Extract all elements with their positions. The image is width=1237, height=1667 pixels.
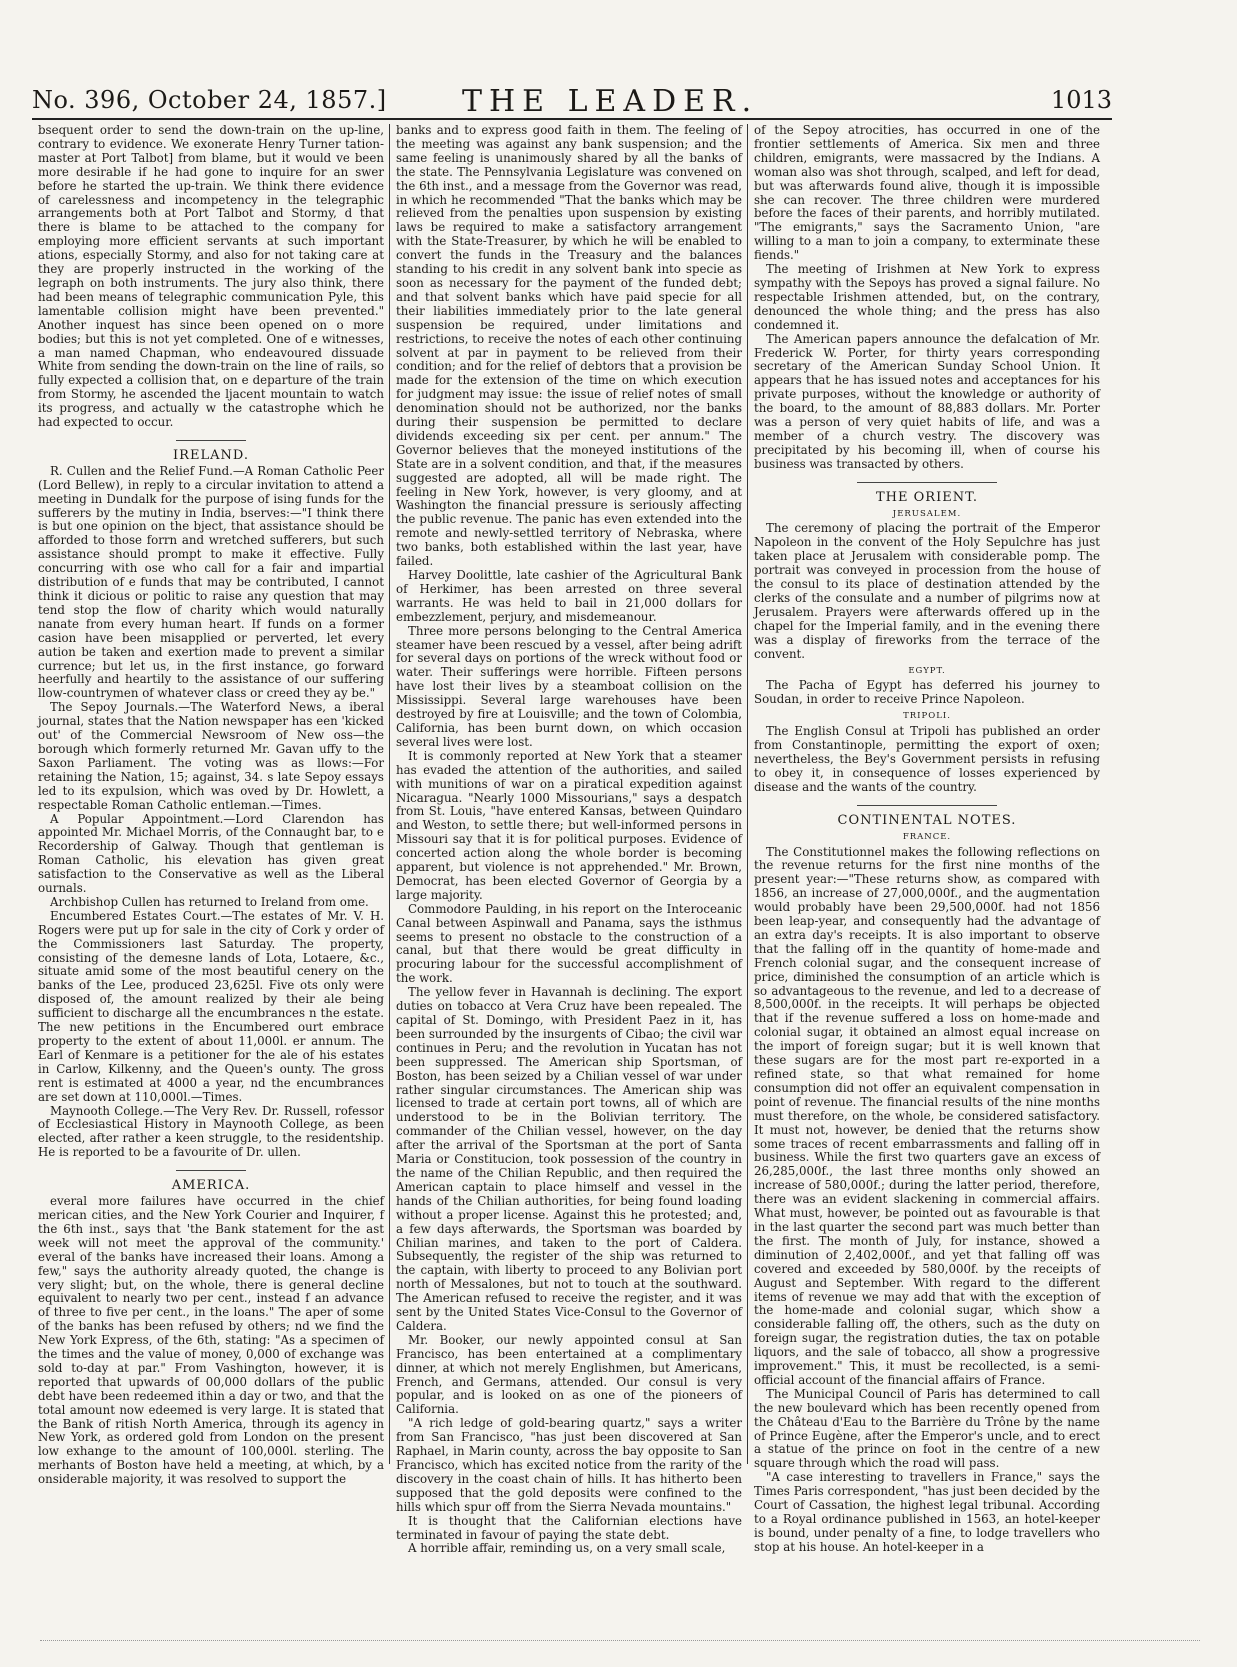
section-rule (176, 440, 246, 441)
paragraph: bsequent order to send the down-train on the up-line, contrary to evidence. We exonerate Henry Turner tation-master at Port Talbot] from blame, but it would ve been more desirable if he had gone to inquire for an swer before he started the up-train. We think there evidence of carelessness and incompetency in the telegraphic arrangements both at Port Talbot and Stormy, d that there is blame to be attached to the company for employing more efficient servants at such important ations, especially Stormy, and also for not taking care at they are properly instructed in the working of the legraph on both instruments. The jury also think, there had been means of telegraphic communication Pyle, this lamentable collision might have been prevented." Another inquest has since been opened on o more bodies; but this is not yet completed. One of e witnesses, a man named Chapman, who endeavoured dissuade White from sending the down-train on the line of rails, so fully expected a collision that, on e departure of the train from Stormy, he ascended the ljacent mountain to watch its progress, and actually w the catastrophe which he had expected to occur. (38, 123, 384, 430)
subheading-tripoli: TRIPOLI. (903, 711, 951, 722)
paragraph: The yellow fever in Havannah is declining. The export duties on tobacco at Vera Cruz have been repealed. The capital of St. Domingo, with President Paez in it, has been surrounded by the insurgents of Cibao; the civil war continues in Peru; and the revolution in Yucatan has not been suppressed. The American ship Sportsman, of Boston, has been seized by a Chilian vessel of war under rather singular circumstances. The American ship was licensed to trade at certain port towns, all of which are understood to be in the Bolivian territory. The commander of the Chilian vessel, however, on the day after the arrival of the Sportsman at the port of Santa Maria or Constitucion, took possession of the country in the name of the Chilian Republic, and then required the American captain to place himself and vessel in the hands of the Chilian authorities, for being found loading without a proper license. Against this he protested; and, a few days afterwards, the Sportsman was boarded by Chilian marines, and taken to the port of Caldera. Subsequently, the register of the ship was returned to the captain, with liberty to proceed to any Bolivian port north of Messalones, but not to touch at the southward. The American refused to receive the register, and it was sent by the United States Vice-Consul to the Governor of Caldera. (396, 985, 742, 1333)
subheading-egypt: EGYPT. (908, 665, 946, 676)
paragraph: The Sepoy Journals.—The Waterford News, a iberal journal, states that the Nation newspaper has een 'kicked out' of the Commercial Newsroom of New oss—the borough which formerly returned Mr. Gavan uffy to the Saxon Parliament. The voting was as llows:—For retaining the Nation, 15; against, 34. s late Sepoy essays led to its expulsion, which was oved by Dr. Howlett, a respectable Roman Catholic entleman.—Times. (38, 700, 384, 812)
paragraph: The meeting of Irishmen at New York to express sympathy with the Sepoys has proved a signal failure. No respectable Irishmen attended, but, on the contrary, denounced the whole thing; and the press has also condemned it. (754, 262, 1100, 332)
paragraph: It is commonly reported at New York that a steamer has evaded the attention of the authorities, and sailed with munitions of war on a piratical expedition against Nicaragua. "Nearly 1000 Missourians," says a despatch from St. Louis, "have entered Kansas, between Quindaro and Weston, to settle there; but well-informed persons in Missouri say that it is for political purposes. Evidence of concerted action along the whole border is becoming apparent, but violence is not apprehended." Mr. Brown, Democrat, has been elected Governor of Georgia by a large majority. (396, 748, 742, 902)
paragraph: Harvey Doolittle, late cashier of the Agricultural Bank of Herkimer, has been arrested on three several warrants. He was held to bail in 21,000 dollars for embezzlement, perjury, and misdemeanour. (396, 568, 742, 624)
column-2 (396, 123, 742, 1556)
subheading-france: FRANCE. (902, 831, 952, 842)
paragraph: The Municipal Council of Paris has determined to call the new boulevard which has been recently opened from the Château d'Eau to the Barrière du Trône by the name of Prince Eugène, after the Emperor's uncle, and to erect a statue of the prince on foot in the centre of a new square through which the road will pass. (754, 1386, 1100, 1471)
page-number: 1013 (1050, 86, 1112, 114)
paragraph: "A rich ledge of gold-bearing quartz," says a writer from San Francisco, "has just been discovered at San Raphael, in Marin county, across the bay opposite to San Francisco, which has excited notice from the rarity of the discovery in the coast chain of hills. It has hitherto been supposed that the gold deposits were confined to the hills which spur off from the Sierra Nevada mountains." (396, 1416, 742, 1514)
paragraph: The Pacha of Egypt has deferred his journey to Soudan, in order to receive Prince Napoleon. (754, 678, 1100, 707)
paragraph: banks and to express good faith in them. The feeling of the meeting was against any bank suspension; and the same feeling is unanimously shared by all the banks of the state. The Pennsylvania Legislature was convened on the 6th inst., and a message from the Governor was read, in which he recommended "That the banks which may be relieved from the penalties upon suspension by existing laws be required to make a satisfactory arrangement with the State-Treasurer, by which he will be enabled to convert the funds in the Treasury and the balances standing to his credit in any solvent bank into specie as soon as necessary for the payment of the funded debt; and that solvent banks which have paid specie for all their liabilities immediately prior to the late general suspension be required, under limitations and restrictions, to receive the notes of each other continuing solvent at par in payment to be relieved from their condition; and for the relief of debtors that a provision be made for the extension of the time on which execution for judgment may issue: the issue of relief notes of small denomination should not be authorized, nor the banks during their suspension be permitted to declare dividends exceeding six per cent. per annum." The Governor believes that the moneyed institutions of the State are in a solvent condition, and that, if the measures suggested are adopted, all will be made right. The feeling in New York, however, is very gloomy, and at Washington the financial pressure is seriously affecting the public revenue. The panic has even extended into the remote and newly-settled territory of Nebraska, where two banks, both established within the last year, have failed. (396, 123, 742, 569)
page-header (32, 84, 1112, 118)
paragraph: It is thought that the Californian elections have terminated in favour of paying the state debt. (396, 1513, 742, 1542)
subheading-jerusalem: JERUSALEM. (892, 508, 962, 519)
section-heading-america: AMERICA. (171, 1178, 251, 1194)
paragraph: Encumbered Estates Court.—The estates of Mr. V. H. Rogers were put up for sale in the city of Cork y order of the Commissioners last Saturday. The property, consisting of the demesne lands of Lota, Lotaere, &c., situate amid some of the most beautiful cenery on the banks of the Lee, produced 23,625l. Five ots only were disposed of, the amount realized by their ale being sufficient to discharge all the encumbrances n the estate. The new petitions in the Encumbered ourt embrace property to the extent of about 11,000l. er annum. The Earl of Kenmare is a petitioner for the ale of his estates in Carlow, Kilkenny, and the Queen's ounty. The gross rent is estimated at 4000 a year, nd the encumbrances are set down at 110,000l.—Times. (38, 908, 384, 1104)
paragraph: Maynooth College.—The Very Rev. Dr. Russell, rofessor of Ecclesiastical History in Maynooth College, as been elected, after rather a keen struggle, to the residentship. He is reported to be a favourite of Dr. ullen. (38, 1103, 384, 1160)
section-rule (857, 805, 997, 806)
paragraph: Commodore Paulding, in his report on the Interoceanic Canal between Aspinwall and Panama, says the isthmus seems to present no obstacle to the construction of a canal, but that there would be great difficulty in procuring labour for the successful accomplishment of the work. (396, 901, 742, 986)
column-divider (747, 124, 748, 1464)
paragraph: R. Cullen and the Relief Fund.—A Roman Catholic Peer (Lord Bellew), in reply to a circular invitation to attend a meeting in Dundalk for the purpose of ising funds for the sufferers by the mutiny in India, bserves:—"I think there is but one opinion on the bject, that assistance should be afforded to those forrn and wretched sufferers, but such assistance should prompt to make it effective. Fully concurring with ose who call for a fair and impartial distribution of e funds that may be contributed, I cannot think it dicious or politic to raise any question that may tend stop the flow of charity which would naturally nanate from every human heart. If funds on a former casion have been misapplied or perverted, let every aution be taken and exertion made to prevent a similar currence; but let us, in the first instance, go forward heerfully and heartily to the assistance of our suffering llow-countrymen of whatever class or creed they ay be." (38, 463, 384, 701)
column-divider (389, 124, 390, 1464)
paragraph: The ceremony of placing the portrait of the Emperor Napoleon in the convent of the Holy Sepulchre has just taken place at Jerusalem with considerable pomp. The portrait was conveyed in procession from the house of the consul to its place of destination attended by the clerks of the consulate and a number of pilgrims now at Jerusalem. Prayers were afterwards offered up in the chapel for the Imperial family, and in the evening there was a display of fireworks from the terrace of the convent. (754, 521, 1100, 661)
header-rule (32, 118, 1112, 120)
paragraph: Three more persons belonging to the Central America steamer have been rescued by a vessel, after being adrift for several days on portions of the wreck without food or water. Their sufferings were horrible. Fifteen persons have lost their lives by a steamboat collision on the Mississippi. Several large warehouses have been destroyed by fire at Louisville; and the town of Colombia, California, has been burnt down, on which occasion several lives were lost. (396, 623, 742, 749)
paragraph: Archbishop Cullen has returned to Ireland from ome. (50, 894, 369, 909)
column-3 (754, 123, 1100, 1554)
page-bottom-edge (40, 1632, 1200, 1641)
paragraph: A Popular Appointment.—Lord Clarendon has appointed Mr. Michael Morris, of the Connaught bar, to e Recordership of Galway. Though that gentleman is Roman Catholic, his elevation has given great satisfaction to the Conservative as well as the Liberal ournals. (38, 811, 384, 896)
paragraph: A horrible affair, reminding us, on a very small scale, (408, 1541, 726, 1556)
section-rule (857, 482, 997, 483)
paragraph: Mr. Booker, our newly appointed consul at San Francisco, has been entertained at a complimentary dinner, at which not merely Englishmen, but Americans, French, and Germans, attended. Our consul is very popular, and is looked on as one of the pioneers of California. (396, 1332, 742, 1417)
paragraph: everal more failures have occurred in the chief merican cities, and the New York Courier and Inquirer, f the 6th inst., says that 'the Bank statement for the ast week will not meet the approval of the community.' everal of the banks have increased their loans. Among a few," says the authority already quoted, the change is very slight; but, on the whole, there is general decline equivalent to nearly two per cent., instead f an advance of three to five per cent., in the loans." The aper of some of the banks has been refused by others; nd we find the New York Express, of the 6th, stating: "As a specimen of the times and the value of money, 0,000 of exchange was sold to-day at par." From Vashington, however, it is reported that upwards of 00,000 dollars of the public debt have been redeemed ithin a day or two, and that the total amount now edeemed is very large. It is stated that the Bank of ritish North America, through its agency in New York, as ordered gold from London on the present low exhange to the amount of 100,000l. sterling. The merhants of Boston have held a meeting, at which, by a onsiderable majority, it was resolved to support the (38, 1194, 384, 1487)
paragraph: "A case interesting to travellers in France," says the Times Paris correspondent, "has just been decided by the Court of Cassation, the highest legal tribunal. According to a Royal ordinance published in 1563, an hotel-keeper is bound, under penalty of a fine, to lodge travellers who stop at his house. An hotel-keeper in a (754, 1470, 1100, 1554)
paragraph: The Constitutionnel makes the following reflections on the revenue returns for the first nine months of the present year:—"These returns show, as compared with 1856, an increase of 27,000,000f., and the augmentation would probably have been 29,500,000f. had not 1856 been leap-year, and consequently had the advantage of an extra day's receipts. It is also important to observe that the falling off in the quantity of home-made and French colonial sugar, and the consequent increase of price, diminished the consumption of an article which is so advantageous to the revenue, and led to a decrease of 8,500,000f. in the receipts. It will perhaps be objected that if the revenue suffered a loss on home-made and colonial sugar, it obtained an almost equal increase on the import of foreign sugar; but it is well known that these sugars are for the most part re-exported in a refined state, so that what remained for home consumption did not offer an equivalent compensation in point of revenue. The financial results of the nine months must therefore, on the whole, be considered satisfactory. It must not, however, be denied that the returns show some traces of recent embarrassments and falling off in business. While the first two quarters gave an excess of 26,285,000f., the last three months only showed an increase of 580,000f.; during the latter period, therefore, there was an evident slackening in commercial affairs. What must, however, be pointed out as favourable is that in the last quarter the second part was much better than the first. The month of July, for instance, showed a diminution of 2,402,000f., and yet that falling off was covered and exceeded by 580,000f. by the receipts of August and September. With regard to the different items of revenue we may add that with the exception of the home-made and colonial sugar, which show a considerable falling off, the others, such as the duty on foreign sugar, the registration duties, the tax on potable liquors, and the sale of tobacco, all show a progressive improvement." This, it must be recollected, is a semi-official account of the financial affairs of France. (754, 844, 1100, 1387)
section-rule (176, 1170, 246, 1171)
section-heading-continental: CONTINENTAL NOTES. (837, 812, 1017, 828)
issue-info: No. 396, October 24, 1857.] (32, 86, 387, 114)
paragraph: of the Sepoy atrocities, has occurred in one of the frontier settlements of America. Six men and three children, emigrants, were massacred by the Indians. A woman also was shot through, scalped, and left for dead, but was afterwards found alive, though it is impossible she can recover. The three children were murdered before the faces of their parents, and horribly mutilated. "The emigrants," says the Sacramento Union, "are willing to a man to join a company, to exterminate these fiends." (754, 123, 1100, 263)
newspaper-title: THE LEADER. (462, 84, 759, 119)
section-heading-orient: THE ORIENT. (876, 489, 978, 505)
paragraph: The English Consul at Tripoli has published an order from Constantinople, permitting the export of oxen; nevertheless, the Bey's Government persists in refusing to obey it, in consequence of losses experienced by disease and the wants of the country. (754, 724, 1100, 794)
section-heading-ireland: IRELAND. (173, 447, 249, 463)
column-1 (38, 123, 384, 1487)
paragraph: The American papers announce the defalcation of Mr. Frederick W. Porter, for thirty years corresponding secretary of the American Sunday School Union. It appears that he has issued notes and acceptances for his private purposes, without the knowledge or authority of the board, to the amount of 88,883 dollars. Mr. Porter was a person of very quiet habits of life, and was a member of a church vestry. The discovery was precipitated by his becoming ill, when of course his business was transacted by others. (754, 331, 1100, 471)
